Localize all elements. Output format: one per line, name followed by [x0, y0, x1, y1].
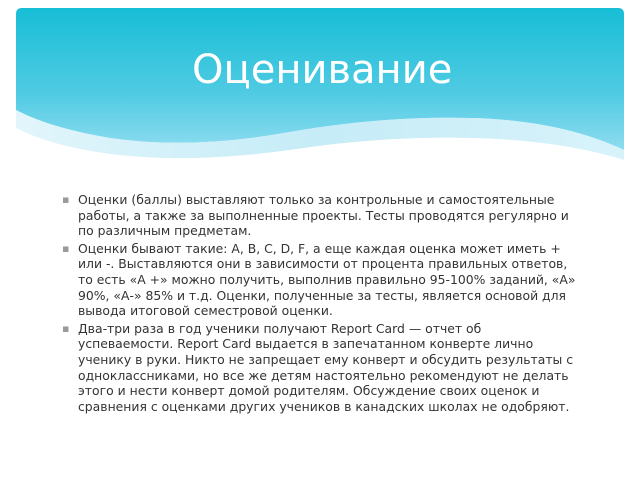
- bullet-square-icon: ▪: [62, 241, 70, 255]
- bullet-square-icon: ▪: [62, 321, 70, 335]
- bullet-square-icon: ▪: [62, 193, 70, 206]
- title-header-band: [0, 0, 640, 170]
- bullet-text: Оценки бывают такие: А, В, С, D, F, а еще каждая оценка может иметь + или -. Выставляются они в зависимости от процента правильных ответов, то есть «А +» можно получить, выполнив правильно 95-100% заданий, «А» 90%, «А-» 85% и т.д. Оценки, полученные за тесты, является основой для вывода итоговой семестровой оценки.: [78, 240, 576, 319]
- bullet-text: Оценки (баллы) выставляют только за контрольные и самостоятельные работы, а также за выполненные проекты. Тесты проводятся регулярно и по различным предметам.: [78, 192, 569, 239]
- bullet-item: [62, 321, 580, 415]
- bullet-list: [62, 192, 580, 416]
- slide-title: Оценивание: [192, 47, 453, 93]
- bullet-item: [62, 192, 580, 239]
- bullet-text: Два-три раза в год ученики получают Report Card — отчет об успеваемости. Report Card выдается в запечатанном конверте лично ученику в руки. Никто не запрещает ему конверт и обсудить результаты с одноклассниками, но все же детям настоятельно рекомендуют не делать этого и нести конверт домой родителям. Обсуждение своих оценок и сравнения с оценками других учеников в канадских школах не одобряют.: [78, 320, 574, 414]
- bullet-item: [62, 241, 580, 319]
